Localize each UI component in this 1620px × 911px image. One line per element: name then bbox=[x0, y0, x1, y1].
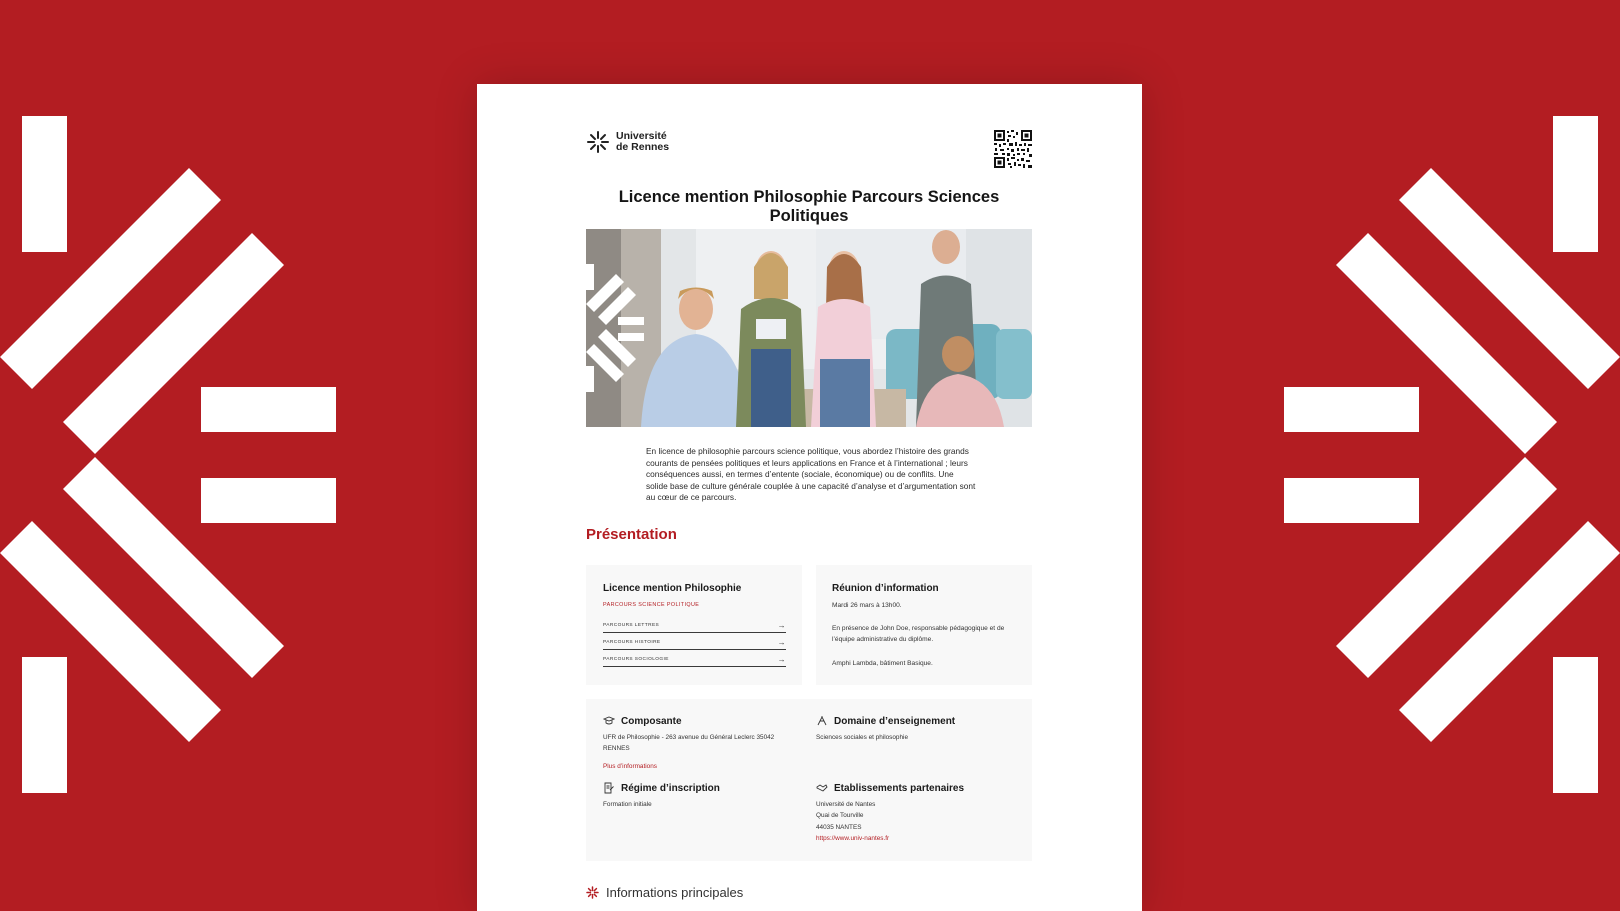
meeting-presence: En présence de John Doe, responsable pédagogique et de l’équipe administrative du diplôme. bbox=[832, 625, 1005, 643]
section-title-presentation: Présentation bbox=[586, 526, 677, 543]
students-photo bbox=[586, 229, 1032, 427]
info-etablissements-title: Etablissements partenaires bbox=[834, 782, 965, 794]
compass-icon bbox=[816, 715, 828, 727]
program-card bbox=[586, 565, 802, 685]
info-domaine-title: Domaine d’enseignement bbox=[834, 715, 956, 727]
parcours-link-label: PARCOURS HISTOIRE bbox=[603, 639, 661, 645]
info-panel bbox=[586, 699, 1032, 861]
meeting-card bbox=[816, 565, 1032, 685]
info-domaine-text: Sciences sociales et philosophie bbox=[816, 734, 909, 741]
meeting-place: Amphi Lambda, bâtiment Basique. bbox=[832, 660, 933, 667]
partner-website-link[interactable]: https://www.univ-nantes.fr bbox=[816, 835, 890, 843]
arrow-right-icon: → bbox=[777, 654, 786, 664]
qr-code[interactable] bbox=[994, 130, 1032, 168]
main-info-heading bbox=[586, 885, 743, 900]
info-domaine bbox=[816, 715, 1016, 743]
info-regime-text: Formation initiale bbox=[603, 801, 652, 808]
page-title: Licence mention Philosophie Parcours Sciences Politiques bbox=[618, 188, 1000, 225]
program-card-subtitle: PARCOURS SCIENCE POLITIQUE bbox=[603, 602, 700, 608]
logo-line-1: Université bbox=[616, 130, 667, 142]
parcours-link-lettres[interactable] bbox=[603, 618, 786, 633]
parcours-link-histoire[interactable] bbox=[603, 635, 786, 650]
program-card-title: Licence mention Philosophie bbox=[603, 583, 742, 594]
partner-name: Université de Nantes bbox=[816, 801, 876, 808]
info-etablissements bbox=[816, 782, 1016, 845]
meeting-date: Mardi 26 mars à 13h00. bbox=[832, 602, 902, 609]
partner-street: Quai de Tourville bbox=[816, 812, 864, 820]
graduation-cap-icon bbox=[603, 715, 615, 727]
document-edit-icon bbox=[603, 782, 615, 794]
arrow-right-icon: → bbox=[777, 637, 786, 647]
info-composante-text: UFR de Philosophie - 263 avenue du Général Leclerc 35042 RENNES bbox=[603, 734, 775, 753]
parcours-link-label: PARCOURS LETTRES bbox=[603, 622, 660, 628]
brochure-page bbox=[477, 84, 1142, 911]
intro-paragraph: En licence de philosophie parcours science politique, vous abordez l’histoire des grands courants de pensées politiques et leurs applications en France et à l’international ; leurs conséquences aussi, en termes d’entente (sociale, économique) ou de conflits. Une solide base de culture générale couplée à une capacité d’analyse et d’argumentation sont au cœur de ce parcours. bbox=[646, 446, 976, 503]
info-regime bbox=[603, 782, 788, 810]
info-regime-title: Régime d’inscription bbox=[621, 782, 720, 794]
handshake-icon bbox=[816, 782, 828, 794]
info-composante-title: Composante bbox=[621, 715, 682, 727]
main-info-label: Informations principales bbox=[606, 885, 744, 900]
meeting-card-title: Réunion d’information bbox=[832, 583, 939, 594]
arrow-right-icon: → bbox=[777, 620, 786, 630]
logo-line-2: de Rennes bbox=[616, 141, 670, 153]
university-logo[interactable] bbox=[586, 130, 669, 154]
parcours-link-label: PARCOURS SOCIOLOGIE bbox=[603, 656, 669, 662]
asterisk-red-icon bbox=[586, 886, 599, 899]
more-info-link[interactable]: Plus d’informations bbox=[603, 762, 657, 770]
parcours-link-sociologie[interactable] bbox=[603, 652, 786, 667]
asterisk-logo-icon bbox=[586, 130, 610, 154]
info-composante bbox=[603, 715, 788, 773]
partner-city: 44035 NANTES bbox=[816, 823, 862, 831]
